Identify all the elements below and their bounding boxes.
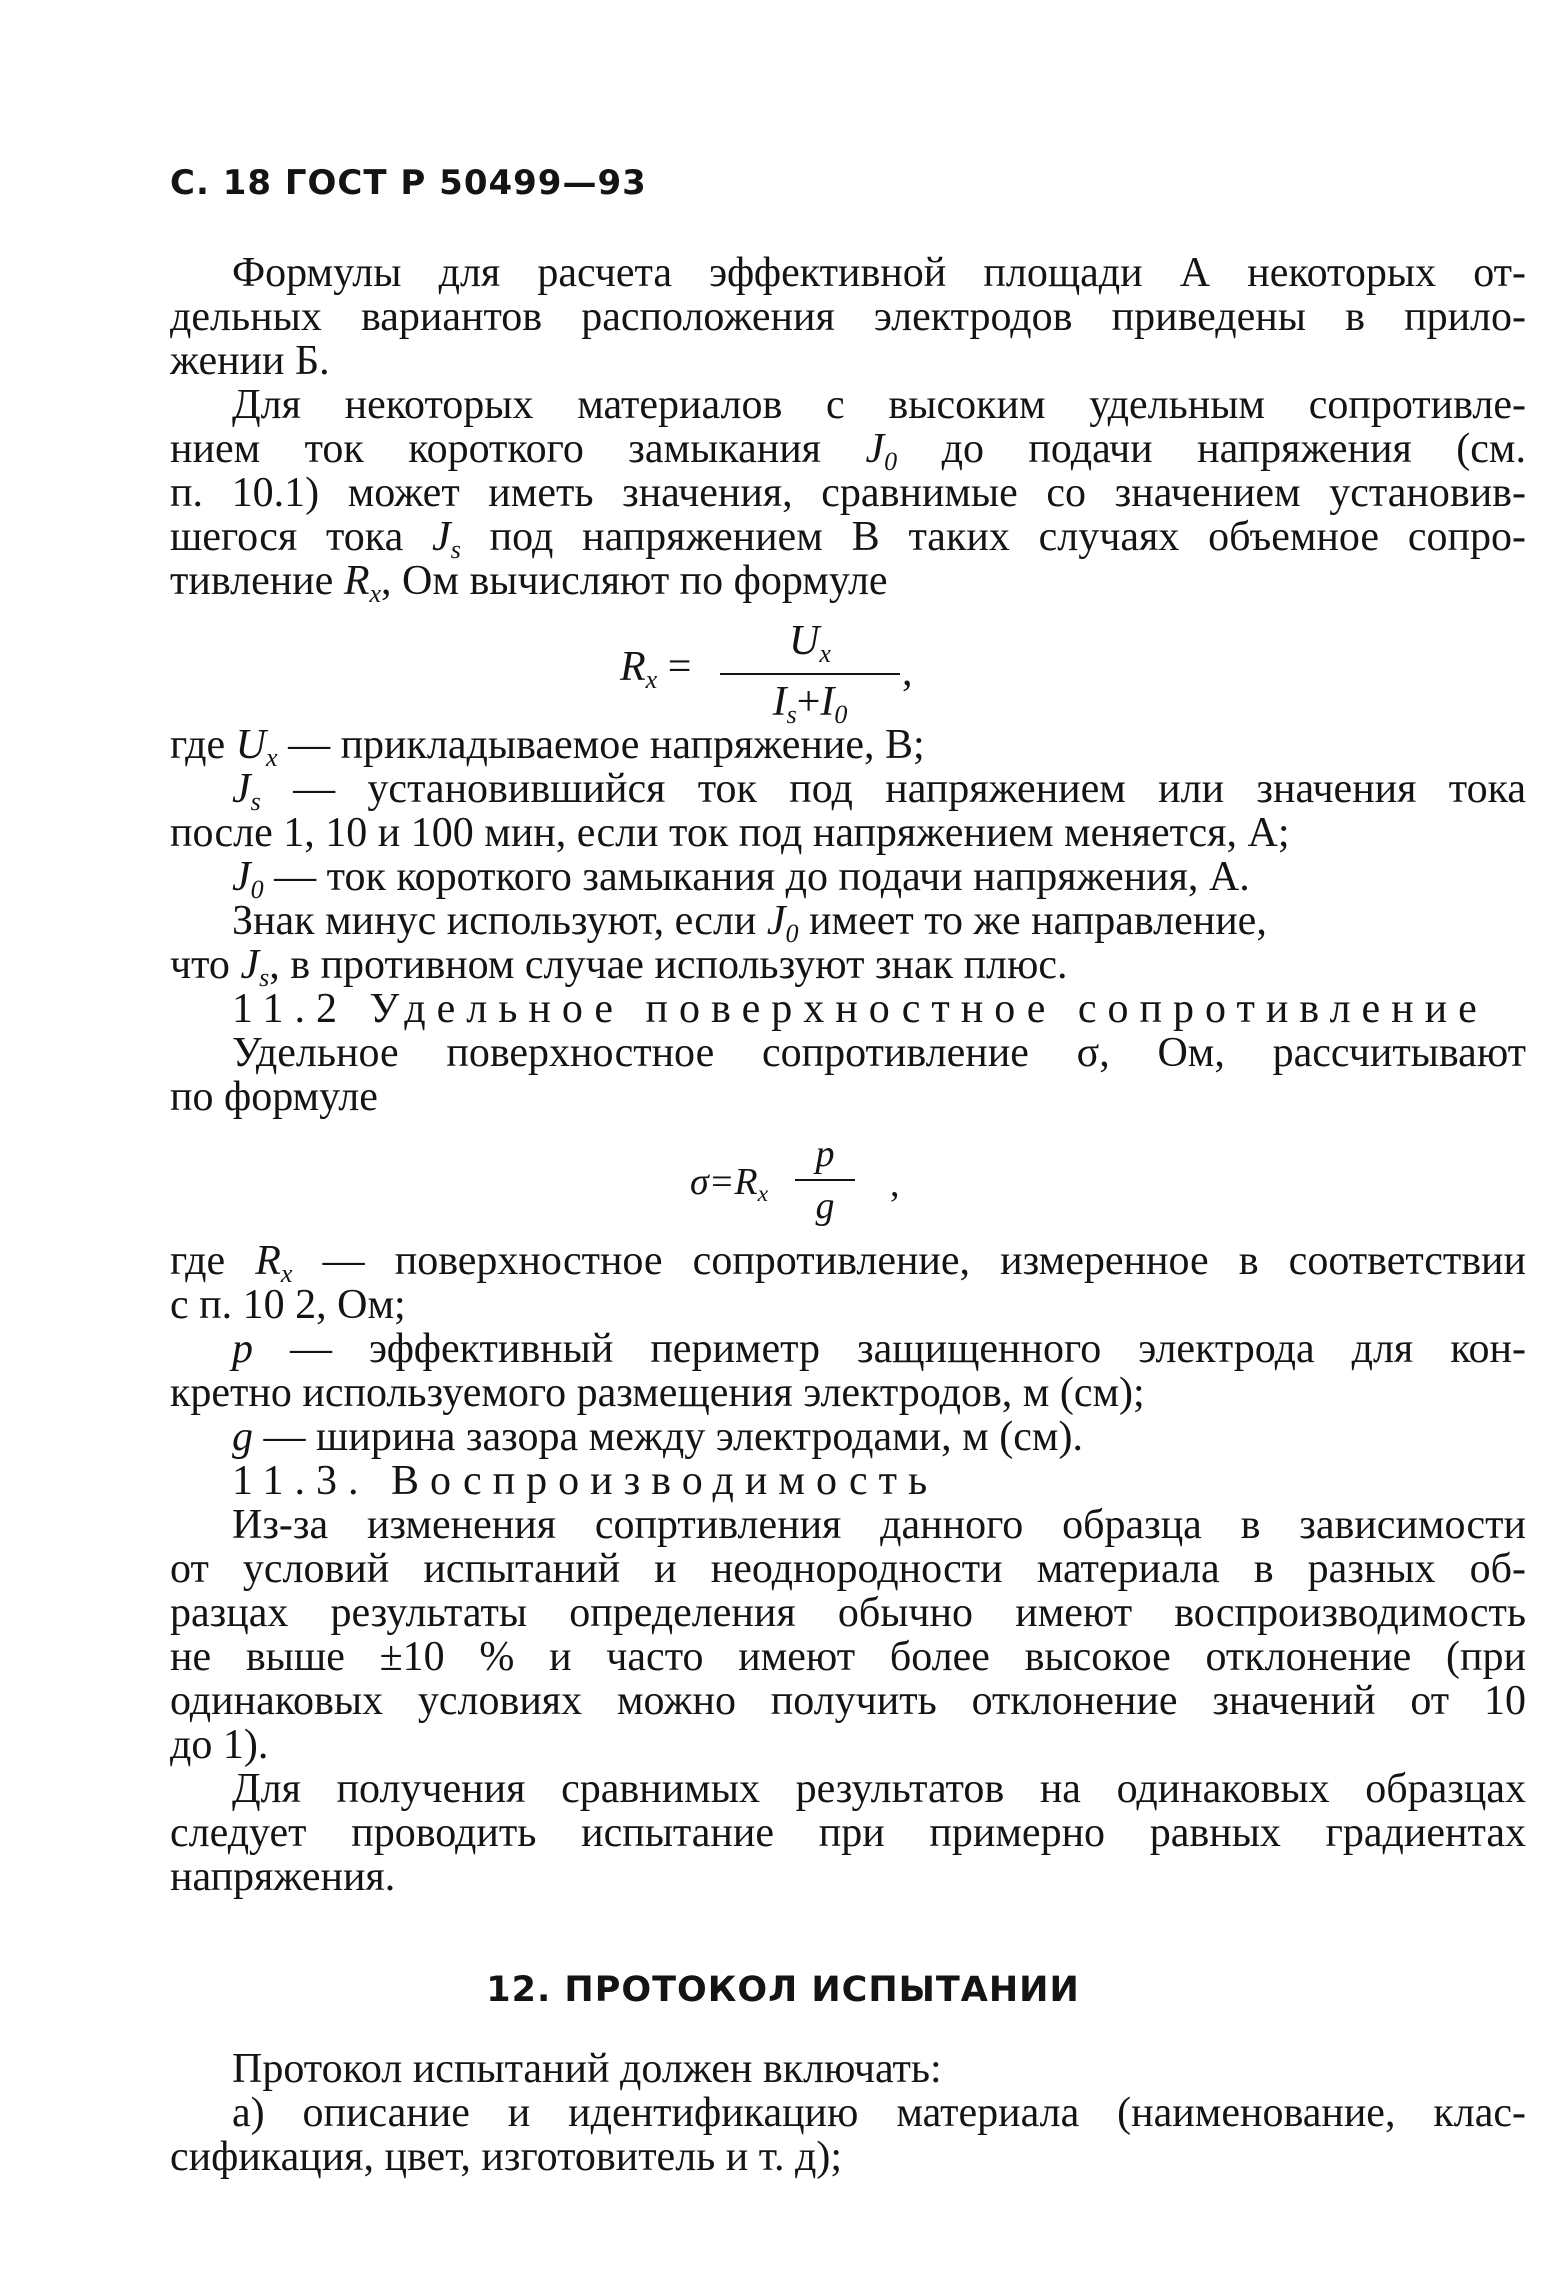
line-text: где [170,722,236,768]
paragraph-line: напряжения. [170,1854,396,1900]
line-text: где [170,1238,256,1284]
paragraph-line [170,724,1526,771]
symbol-j0: J [232,854,251,900]
paragraph-line: до 1). [170,1722,269,1768]
symbol-js: J [240,942,260,988]
paragraph-line [232,1328,1526,1370]
formula-symbol: I [820,678,835,725]
paragraph-line [170,516,1526,563]
line-text: — ток короткого замыкания до подачи напряжения, А. [263,854,1250,900]
paragraph-line: разцах результаты определения обычно имеют воспроизводимость [170,1590,1526,1636]
line-text: — ширина зазора между электродами, м (см). [253,1414,1083,1460]
subsection-title: 11.2 Удельное поверхностное сопротивление [232,986,1488,1032]
subscript: s [259,962,270,992]
line-text: — эффективный периметр защищенного электрода для кон- [253,1326,1526,1372]
fraction-denominator [772,678,848,729]
subscript: 0 [785,918,799,948]
line-text: — прикладываемое напряжение, В; [277,722,925,768]
formula-symbol: σ=R [690,1161,758,1203]
line-text: что [170,942,241,988]
subscript: x [819,638,831,668]
formula-comma: , [902,649,913,695]
paragraph-line: от условий испытаний и неоднородности материала в разных об- [170,1546,1526,1592]
paragraph-line: Формулы для расчета эффективной площади А некоторых от- [232,250,1526,296]
paragraph-line [170,1240,1526,1287]
formula-sigma-lhs [690,1160,768,1208]
formula-symbol: U [789,618,820,664]
subscript: x [757,1181,769,1208]
formula-comma: , [890,1163,900,1205]
subscript: x [266,742,278,772]
subscript: s [450,534,461,564]
subscript: 0 [834,699,848,729]
line-text: под напряжением В таких случаях объемное сопро- [460,514,1526,560]
symbol-ux: U [235,722,266,768]
paragraph-line: Протокол испытаний должен включать: [232,2046,942,2092]
page-header: С. 18 ГОСТ Р 50499—93 [170,163,647,203]
fraction-numerator: p [815,1133,835,1175]
paragraph-line [170,560,1526,607]
line-text: тивление [170,558,344,604]
paragraph-line: Для получения сравнимых результатов на одинаковых образцах [232,1766,1526,1812]
line-text: , Ом вычисляют по формуле [381,558,888,604]
subscript: x [280,1258,293,1288]
paragraph-line [170,944,1526,991]
paragraph-line [232,768,1526,815]
symbol-rx: R [343,558,370,604]
paragraph-line: не выше ±10 % и часто имеют более высокое отклонение (при [170,1634,1526,1680]
subscript: 0 [250,874,264,904]
formula-symbol: I [772,678,787,725]
symbol-js: J [432,514,451,560]
fraction-bar [720,673,900,675]
paragraph-line: п. 10.1) может иметь значения, сравнимые со значением установив- [170,470,1526,516]
symbol-p: p [232,1326,253,1372]
fraction-bar [795,1179,855,1181]
line-text: , в противном случае используют знак плюс. [269,942,1068,988]
subscript: 0 [884,446,898,476]
paragraph-line: Удельное поверхностное сопротивление σ, Ом, рассчитывают [232,1030,1526,1076]
paragraph-line: одинаковых условиях можно получить отклонение значений от 10 [170,1678,1526,1724]
subscript: x [645,664,658,694]
paragraph-line: дельных вариантов расположения электродов приведены в прило- [170,294,1526,340]
line-text: Знак минус используют, если [232,898,767,944]
paragraph-line: а) описание и идентификацию материала (наименование, клас- [232,2090,1526,2136]
symbol-g: g [232,1414,253,1460]
paragraph-line: кретно используемого размещения электродов, м (см); [170,1370,1145,1416]
formula-symbol: R [620,644,646,690]
paragraph-line: Для некоторых материалов с высоким удельным сопротивле- [232,382,1526,428]
symbol-js: J [232,766,251,812]
line-text: шегося тока [170,514,433,560]
equals-sign: = [667,644,692,690]
formula-rx-lhs [620,643,691,695]
symbol-rx: R [255,1238,281,1284]
subsection-title: 11.3. Воспроизводимость [232,1458,939,1504]
line-text: до подачи напряжения (см. [897,426,1526,472]
symbol-j0: J [865,426,885,472]
fraction-denominator: g [815,1185,835,1227]
plus-sign: + [796,678,821,725]
subscript: s [250,786,261,816]
fraction-numerator [789,620,831,667]
line-text: нием ток короткого замыкания [170,426,866,472]
paragraph-line: с п. 10 2, Ом; [170,1282,406,1328]
formula-rx-fraction [720,620,900,728]
symbol-j0: J [766,898,786,944]
formula-sigma-fraction [795,1135,855,1225]
paragraph-line: сификация, цвет, изготовитель и т. д); [170,2134,842,2180]
paragraph-line: по формуле [170,1074,378,1120]
paragraph-line [170,428,1526,475]
section-heading: 12. ПРОТОКОЛ ИСПЫТАНИИ [486,1970,1080,2010]
line-text: — поверхностное сопротивление, измеренное в соответствии [292,1238,1526,1284]
subscript: s [786,699,797,729]
line-text: имеет то же направление, [798,898,1267,944]
subscript: x [369,578,382,608]
paragraph-line: после 1, 10 и 100 мин, если ток под напряжением меняется, А; [170,810,1290,856]
paragraph-line [232,900,1526,947]
paragraph-line: следует проводить испытание при примерно равных градиентах [170,1810,1526,1856]
paragraph-line: жении Б. [170,338,330,384]
paragraph-line [232,856,1526,903]
paragraph-line [232,1416,1526,1458]
paragraph-line: Из-за изменения сопртивления данного образца в зависимости [232,1502,1526,1548]
line-text: — установившийся ток под напряжением или значения тока [260,766,1526,812]
